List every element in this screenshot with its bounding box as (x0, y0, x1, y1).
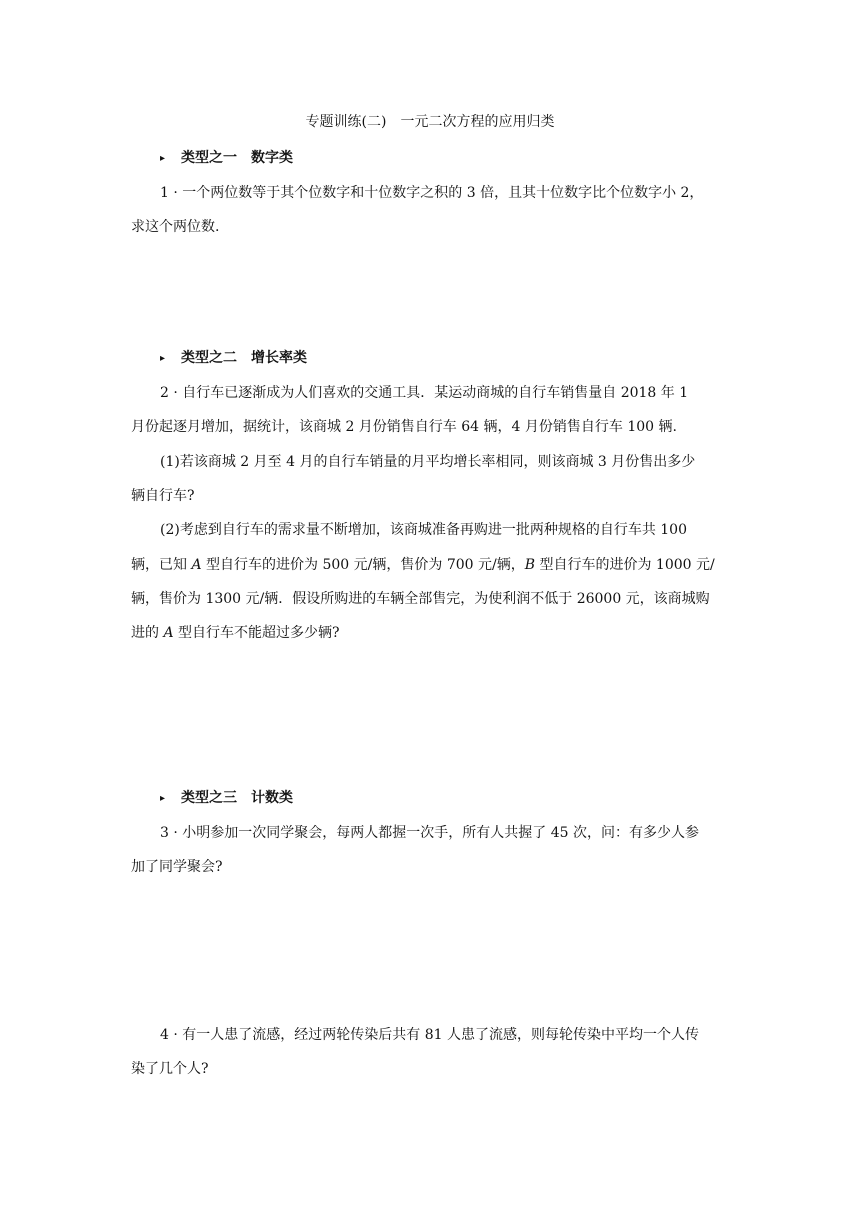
text-run: 型自行车的进价为 1000 元/ (535, 557, 715, 573)
section-label: 类型之二 (181, 350, 238, 366)
section-heading-3 (160, 788, 293, 809)
triangle-bullet-icon: ▸ (160, 353, 166, 364)
question-1-line-1: 1 · 一个两位数等于其个位数字和十位数字之积的 3 倍，且其十位数字比个位数字小 2， (160, 185, 704, 201)
question-2-line-1: 2 · 自行车已逐渐成为人们喜欢的交通工具．某运动商城的自行车销售量自 2018 年 1 (160, 385, 689, 401)
triangle-bullet-icon: ▸ (160, 153, 166, 164)
question-2-line-2: 月份起逐月增加，据统计，该商城 2 月份销售自行车 64 辆，4 月份销售自行车 100 辆. (131, 419, 677, 435)
page-title: 专题训练(二) 一元二次方程的应用归类 (305, 114, 555, 130)
section-label: 类型之一 (181, 150, 238, 166)
text-run: 型自行车的进价为 500 元/辆，售价为 700 元/辆， (201, 557, 525, 573)
question-4-line-2: 染了几个人? (131, 1061, 209, 1077)
question-2-part-1-line-2: 辆自行车? (131, 488, 195, 504)
variable-a: A (163, 625, 174, 641)
section-heading-2 (160, 348, 307, 369)
section-name: 数字类 (251, 150, 294, 166)
section-name: 计数类 (251, 790, 294, 806)
variable-a: A (191, 557, 202, 573)
triangle-bullet-icon: ▸ (160, 793, 166, 804)
section-name: 增长率类 (251, 350, 308, 366)
text-run: 型自行车不能超过多少辆? (173, 625, 340, 641)
question-4-line-1: 4 · 有一人患了流感，经过两轮传染后共有 81 人患了流感，则每轮传染中平均一个人传 (160, 1027, 699, 1043)
section-heading-1 (160, 148, 293, 169)
question-2-part-2-line-2 (131, 555, 715, 575)
question-3-line-2: 加了同学聚会? (131, 859, 223, 875)
question-1-line-2: 求这个两位数. (131, 219, 220, 235)
text-run: 进的 (131, 625, 164, 641)
question-2-part-1-line-1: (1)若该商城 2 月至 4 月的自行车销量的月平均增长率相同，则该商城 3 月份售出多少 (160, 454, 696, 470)
text-run: 辆，已知 (131, 557, 192, 573)
question-3-line-1: 3 · 小明参加一次同学聚会，每两人都握一次手，所有人共握了 45 次，问：有多少人参 (160, 825, 699, 841)
question-2-part-2-line-3: 辆，售价为 1300 元/辆．假设所购进的车辆全部售完，为使利润不低于 26000 元，该商城购 (131, 591, 710, 607)
section-label: 类型之三 (181, 790, 238, 806)
variable-b: B (524, 557, 536, 573)
question-2-part-2-line-1: (2)考虑到自行车的需求量不断增加，该商城准备再购进一批两种规格的自行车共 100 (160, 522, 688, 538)
question-2-part-2-line-4 (131, 623, 340, 643)
